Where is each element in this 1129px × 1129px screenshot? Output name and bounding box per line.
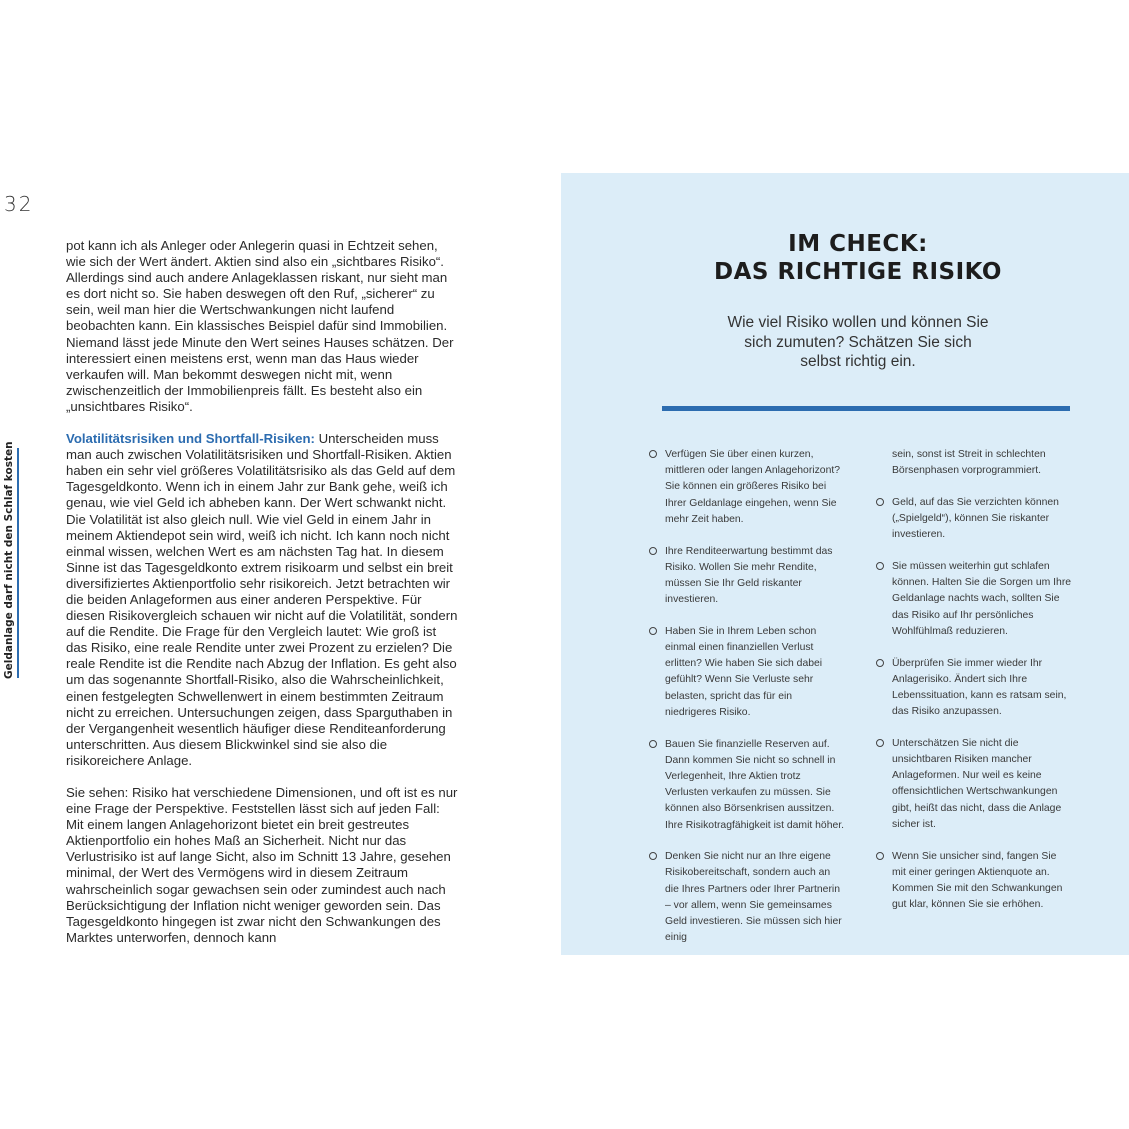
running-head: Geldanlage darf nicht den Schlaf kosten: [3, 441, 15, 679]
list-item: [876, 495, 1072, 544]
circle-bullet-icon: [649, 450, 657, 458]
check-title-line-2: DAS RICHTIGE RISIKO: [714, 259, 1002, 285]
list-item: [876, 559, 1072, 640]
page-number-left: 32: [4, 192, 34, 216]
list-item-text: Geld, auf das Sie verzichten können („Spielgeld“), können Sie riskanter investieren.: [892, 496, 1059, 541]
list-item-text: Sie müssen weiterhin gut schlafen können. Halten Sie die Sorgen um Ihre Geldanlage nachts wach, sollten Sie das Risiko auf Ihr persönliches Wohlfühlmaß reduzieren.: [892, 561, 1072, 637]
circle-bullet-icon: [649, 547, 657, 555]
circle-bullet-icon: [649, 627, 657, 635]
check-subtitle-text: Wie viel Risiko wollen und können Sie sich zumuten? Schätzen Sie sich selbst richtig ein.: [727, 314, 989, 370]
list-item-text: sein, sonst ist Streit in schlechten Börsenphasen vorprogrammiert.: [892, 449, 1046, 477]
check-box-subtitle: [561, 313, 1129, 372]
list-item-text: Haben Sie in Ihrem Leben schon einmal einen finanziellen Verlust erlitten? Wie haben Sie sich dabei gefühlt? Wenn Sie Verluste sehr belasten, spricht das für ein niedrigeres Risiko.: [665, 625, 823, 718]
list-item: [649, 544, 845, 609]
paragraph-2-heading: Volatilitätsrisiken und Shortfall-Risiken:: [66, 431, 315, 447]
list-item: [876, 849, 1072, 914]
check-box-divider: [662, 406, 1070, 411]
paragraph-2-text: Unterscheiden muss man auch zwischen Volatilitätsrisiken und Shortfall-Risiken. Aktien haben ein sehr viel größeres Volatilitätsrisiko als das Geld auf dem Tagesgeldkonto. Wenn ich in einem Jahr zur Bank gehe, weiß ich genau, wie viel Geld ich abheben kann. Der Wert schwankt nicht. Die Volatilität ist also gleich null. Wie viel Geld in einem Jahr in meinem Aktiendepot sein wird, weiß ich nicht. Ich kann noch nicht einmal wissen, welchen Wert es am nächsten Tag hat. In diesem Sinne ist das Tagesgeldkonto extrem risikoarm und selbst ein breit diversifiziertes Aktienportfolio sehr risikoreich. Jetzt betrachten wir die beiden Anlageformen aus einer anderen Perspektive. Für diesen Risikovergleich schauen wir nicht auf die Volatilität, sondern auf die Rendite. Die Frage für den Vergleich lautet: Wie groß ist das Risiko, eine reale Rendite unter zwei Prozent zu erzielen? Die reale Rendite ist die Rendite nach Abzug der Inflation. Es geht also um das sogenannte Shortfall-Risiko, also die Wahrscheinlichkeit, einen festgelegten Schwellenwert in einem bestimmten Zeitraum nicht zu erreichen. Untersuchungen zeigen, dass Sparguthaben in der Vergangenheit wesentlich häufiger diese Renditeanforderung unterschritten. Aus diesem Blickwinkel sind sie also die risikoreichere Anlage.: [66, 431, 458, 768]
list-item: [876, 736, 1072, 833]
circle-bullet-icon: [876, 852, 884, 860]
circle-bullet-icon: [876, 659, 884, 667]
list-item-continuation: [876, 447, 1072, 479]
paragraph-3: Sie sehen: Risiko hat verschiedene Dimensionen, und oft ist es nur eine Frage der Perspektive. Feststellen lässt sich auf jeden Fall: Mit einem langen Anlagehorizont bietet ein breit gestreutes Aktienportfolio ein hohes Maß an Sicherheit. Nicht nur das Verlustrisiko ist auf lange Sicht, also im Schnitt 13 Jahre, gesehen minimal, der Wert des Vermögens wird in diesem Zeitraum wahrscheinlich sogar gewachsen sein oder zumindest auch nach Berücksichtigung der Inflation nicht weniger geworden sein. Das Tagesgeldkonto hingegen ist zwar nicht den Schwankungen des Marktes unterworfen, dennoch kann: [66, 785, 458, 945]
list-item: [649, 624, 845, 721]
list-item: [649, 447, 845, 528]
check-title-line-1: IM CHECK:: [788, 231, 928, 257]
circle-bullet-icon: [876, 498, 884, 506]
paragraph-1: pot kann ich als Anleger oder Anlegerin quasi in Echtzeit sehen, wie sich der Wert ändert. Aktien sind also ein „sichtbares Risiko“. Allerdings sind auch andere Anlageklassen riskant, nur sieht man es dort nicht so. Sie haben deswegen oft den Ruf, „sicherer“ zu sein, weil man hier die Wertschwankungen nicht laufend beobachten kann. Ein klassisches Beispiel dafür sind Immobilien. Niemand lässt jede Minute den Wert seines Hauses schätzen. Der interessiert einen meistens erst, wenn man das Haus wieder verkaufen will. Man bekommt deswegen nicht mit, wenn zwischenzeitlich der Immobilienpreis fällt. Es besteht also ein „unsichtbares Risiko“.: [66, 238, 454, 414]
body-text-column: [66, 238, 458, 962]
list-item-text: Unterschätzen Sie nicht die unsichtbaren Risiken mancher Anlageformen. Nur weil es keine offensichtlichen Wertschwankungen gibt, heißt das nicht, dass die Anlage sicher ist.: [892, 737, 1062, 830]
circle-bullet-icon: [876, 739, 884, 747]
paragraph-2: [66, 431, 458, 769]
list-item: [876, 656, 1072, 721]
check-box-panel: [561, 173, 1129, 955]
list-item-text: Bauen Sie finanzielle Reserven auf. Dann kommen Sie nicht so schnell in Verlegenheit, Ihre Aktien trotz Verlusten verkaufen zu müssen. Sie können also Börsenkrisen aussitzen. Ihre Risikotragfähigkeit ist damit höher.: [665, 738, 845, 831]
list-item-text: Überprüfen Sie immer wieder Ihr Anlagerisiko. Ändert sich Ihre Lebenssituation, kann es ratsam sein, das Risiko anzupassen.: [892, 657, 1067, 718]
checklist-left: [649, 447, 845, 962]
list-item: [649, 737, 845, 834]
list-item-text: Verfügen Sie über einen kurzen, mittleren oder langen Anlagehorizont? Sie können ein größeres Risiko bei Ihrer Geldanlage eingehen, wenn Sie mehr Zeit haben.: [665, 449, 841, 525]
circle-bullet-icon: [649, 740, 657, 748]
list-item-text: Wenn Sie unsicher sind, fangen Sie mit einer geringen Aktienquote an. Kommen Sie mit den Schwankungen gut klar, können Sie sie erhöhen.: [892, 850, 1063, 911]
check-box-title: [561, 230, 1129, 286]
list-item-text: Denken Sie nicht nur an Ihre eigene Risikobereitschaft, sondern auch an die Ihres Partners oder Ihrer Partnerin – vor allem, wenn Sie gemeinsames Geld investieren. Sie müssen sich hier einig: [665, 851, 842, 944]
circle-bullet-icon: [876, 562, 884, 570]
list-item-text: Ihre Renditeerwartung bestimmt das Risiko. Wollen Sie mehr Rendite, müssen Sie Ihr Geld riskanter investieren.: [665, 545, 833, 606]
circle-bullet-icon: [649, 852, 657, 860]
checklist-right: [876, 447, 1072, 929]
list-item: [649, 849, 845, 946]
